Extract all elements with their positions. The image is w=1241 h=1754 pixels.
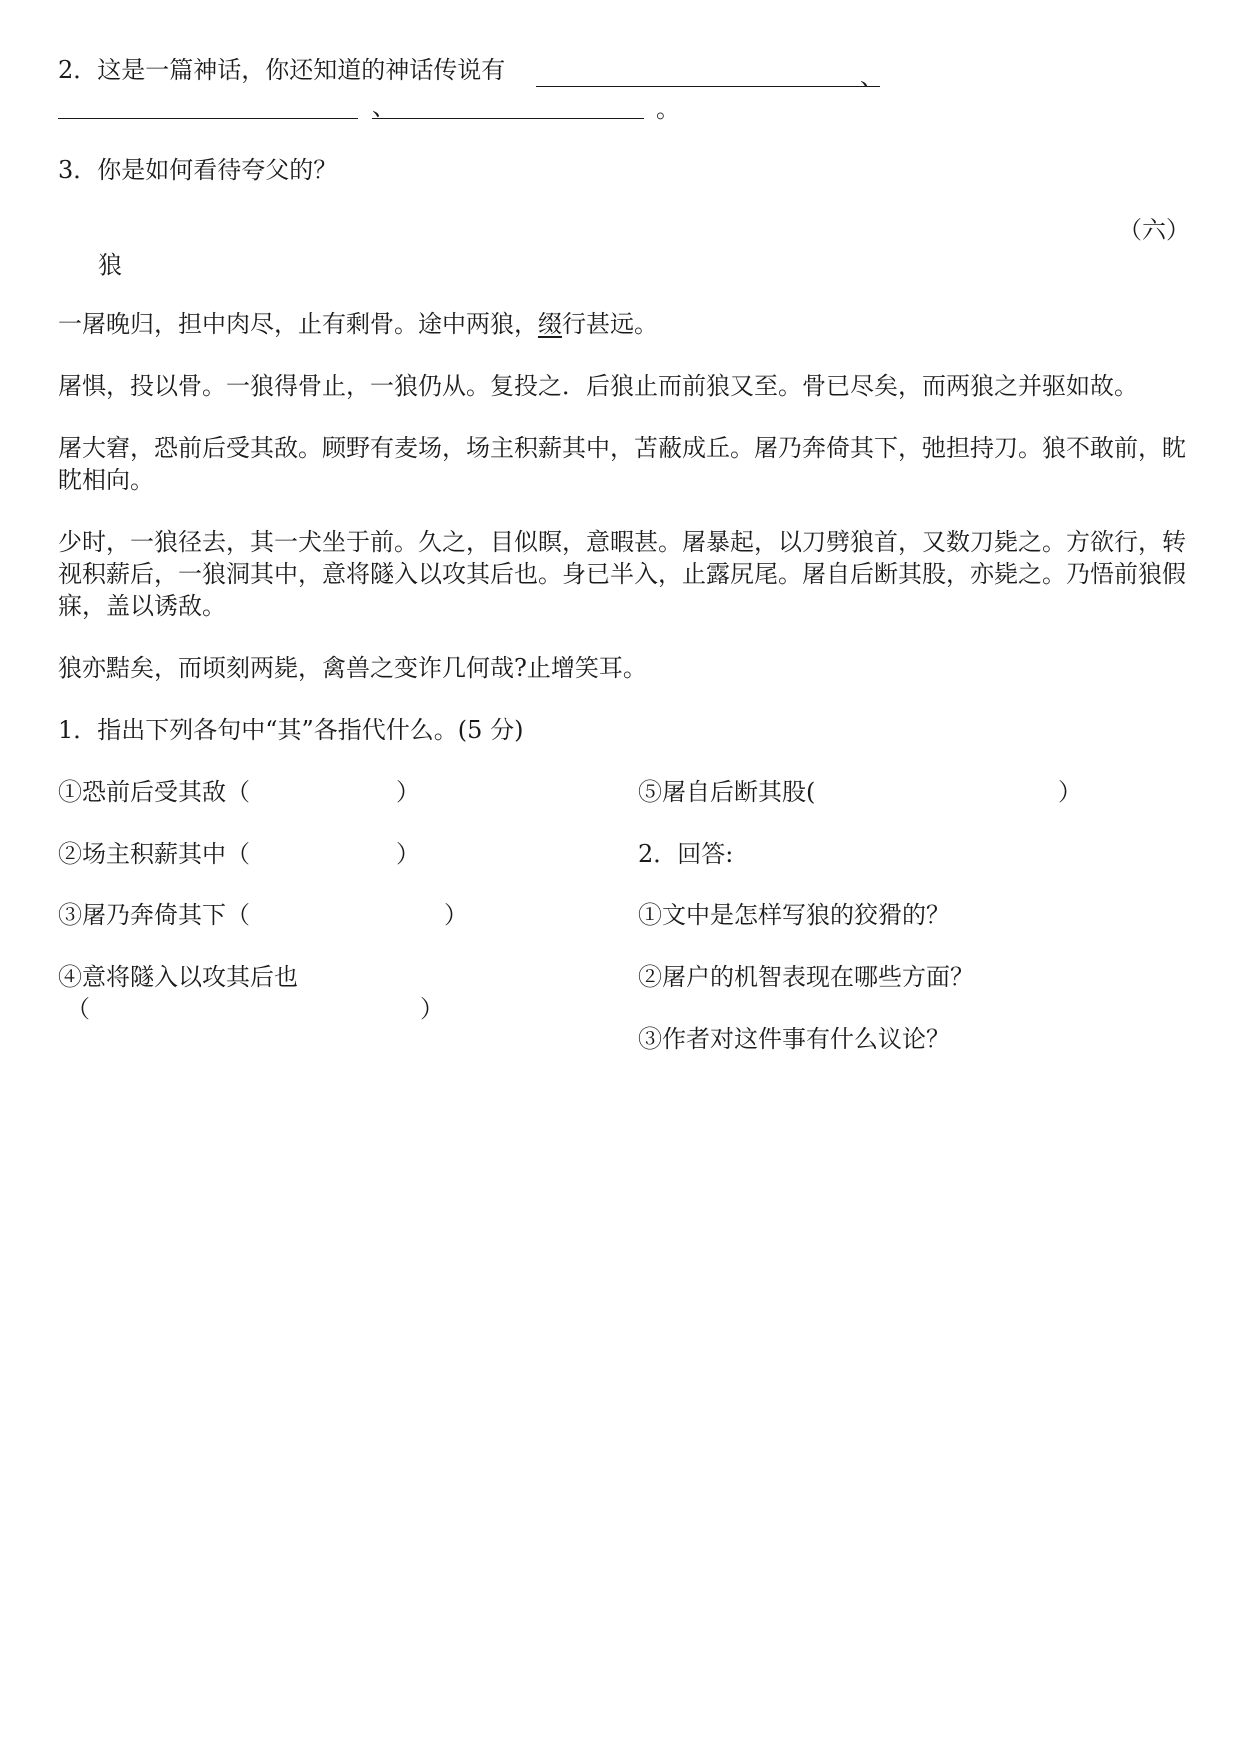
section-number: （六） xyxy=(1118,216,1190,244)
exercise-1-item-3: ③屠乃奔倚其下（ xyxy=(58,901,250,929)
passage-paragraph-4: 少时，一狼径去，其一犬坐于前。久之，目似瞑，意暇甚。屠暴起，以刀劈狼首，又数刀毙之。方欲行，转视积薪后，一狼洞其中，意将隧入以攻其后也。身已半入，止露尻尾。屠自后断其股，亦毙之。乃悟前狼假寐，盖以诱敌。 xyxy=(58,528,1186,620)
passage-paragraph-3: 屠大窘，恐前后受其敌。顾野有麦场，场主积薪其中，苫蔽成丘。屠乃奔倚其下，弛担持刀。狼不敢前，眈眈相向。 xyxy=(58,434,1186,494)
passage-paragraph-5: 狼亦黠矣，而顷刻两毙，禽兽之变诈几何哉?止增笑耳。 xyxy=(58,654,647,682)
item-4-open: （ xyxy=(66,995,90,1023)
passage-title: 狼 xyxy=(98,251,122,279)
exercise-1-item-5: ⑤屠自后断其股( xyxy=(638,778,816,806)
separator-1: 、 xyxy=(860,63,884,91)
answer-blank-2[interactable] xyxy=(58,118,358,119)
exercise-1-item-2: ②场主积薪其中（ xyxy=(58,840,250,868)
end-period: 。 xyxy=(656,95,680,123)
passage-paragraph-1: 一屠晚归，担中肉尽，止有剩骨。途中两狼，缀行甚远。 xyxy=(58,310,658,338)
exercise-1-item-1: ①恐前后受其敌（ xyxy=(58,778,250,806)
question-2-text: 2．这是一篇神话，你还知道的神话传说有 xyxy=(58,56,506,84)
exercise-1-title: 1．指出下列各句中“其”各指代什么。(5 分) xyxy=(58,716,524,744)
answer-blank-3[interactable] xyxy=(372,118,644,119)
item-2-close: ） xyxy=(396,840,420,868)
exercise-2-question-1: ①文中是怎样写狼的狡猾的？ xyxy=(638,901,950,929)
item-1-close: ） xyxy=(396,778,420,806)
question-2 xyxy=(58,55,505,85)
exercise-2-question-3: ③作者对这件事有什么议论？ xyxy=(638,1025,950,1053)
item-5-close: ） xyxy=(1058,778,1082,806)
answer-blank-1[interactable] xyxy=(536,86,880,87)
item-4-close: ） xyxy=(420,995,444,1023)
item-3-close: ） xyxy=(444,901,468,929)
question-3: 3．你是如何看待夸父的？ xyxy=(58,156,338,184)
underlined-word: 缀 xyxy=(538,310,562,338)
exercise-2-question-2: ②屠户的机智表现在哪些方面？ xyxy=(638,963,974,991)
passage-paragraph-2: 屠惧，投以骨。一狼得骨止，一狼仍从。复投之．后狼止而前狼又至。骨已尽矣，而两狼之并驱如故。 xyxy=(58,372,1138,400)
exercise-2-title: 2．回答: xyxy=(638,840,734,868)
exercise-1-item-4: ④意将隧入以攻其后也 xyxy=(58,963,298,991)
separator-2: 、 xyxy=(372,93,396,121)
